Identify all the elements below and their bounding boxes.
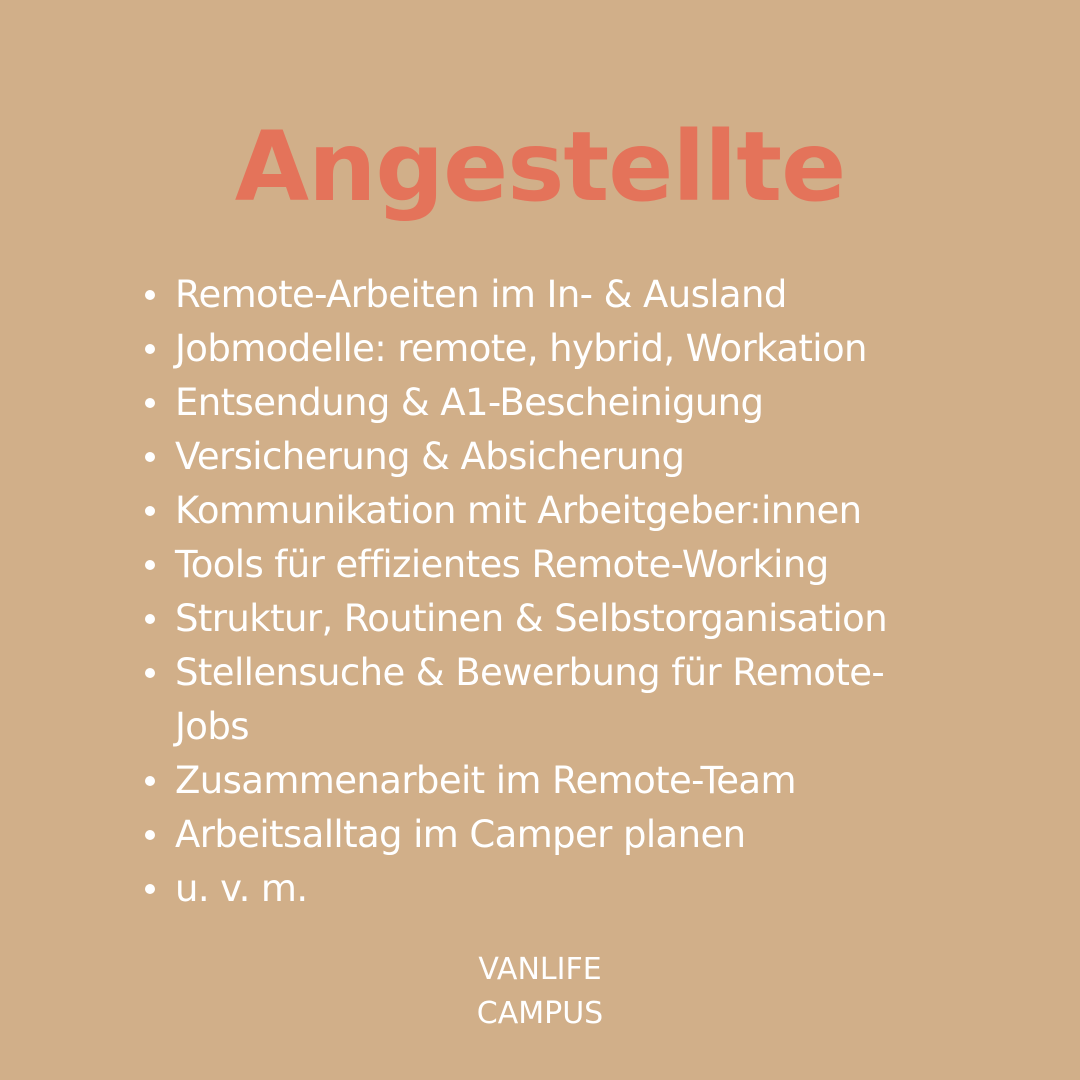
list-item-text: Tools für effizientes Remote-Working <box>175 543 829 586</box>
bullet-icon <box>145 344 155 354</box>
bullet-icon <box>145 668 155 678</box>
list-item-text: Stellensuche & Bewerbung für Remote-Jobs <box>175 651 885 748</box>
list-item <box>175 484 897 538</box>
list-item-text: Entsendung & A1-Bescheinigung <box>175 381 764 424</box>
page-title: Angestellte <box>234 111 846 223</box>
list-item-text: Zusammenarbeit im Remote-Team <box>175 759 796 802</box>
list-item <box>175 592 897 646</box>
bullet-icon <box>145 776 155 786</box>
list-item <box>175 322 897 376</box>
list-item-text: Remote-Arbeiten im In- & Ausland <box>175 273 787 316</box>
list-item-text: Kommunikation mit Arbeitgeber:innen <box>175 489 862 532</box>
brand-logo <box>0 948 1080 1036</box>
brand-line-1: VANLIFE <box>478 952 602 987</box>
list-item <box>175 646 897 754</box>
list-item <box>175 808 897 862</box>
list-item <box>175 268 897 322</box>
list-item <box>175 754 897 808</box>
brand-line-2: CAMPUS <box>476 996 604 1031</box>
list-item <box>175 538 897 592</box>
list-item <box>175 430 897 484</box>
list-item-text: Struktur, Routinen & Selbstorganisation <box>175 597 888 640</box>
bullet-icon <box>145 560 155 570</box>
bullet-icon <box>145 452 155 462</box>
bullet-icon <box>145 398 155 408</box>
list-item-text: u. v. m. <box>175 867 308 910</box>
bullet-icon <box>145 290 155 300</box>
list-item <box>175 862 897 916</box>
bullet-icon <box>145 614 155 624</box>
list-item-text: Versicherung & Absicherung <box>175 435 685 478</box>
bullet-icon <box>145 830 155 840</box>
list-item-text: Jobmodelle: remote, hybrid, Workation <box>175 327 867 370</box>
list-item-text: Arbeitsalltag im Camper planen <box>175 813 746 856</box>
bullet-icon <box>145 884 155 894</box>
topic-list <box>175 268 935 916</box>
list-item <box>175 376 897 430</box>
bullet-icon <box>145 506 155 516</box>
